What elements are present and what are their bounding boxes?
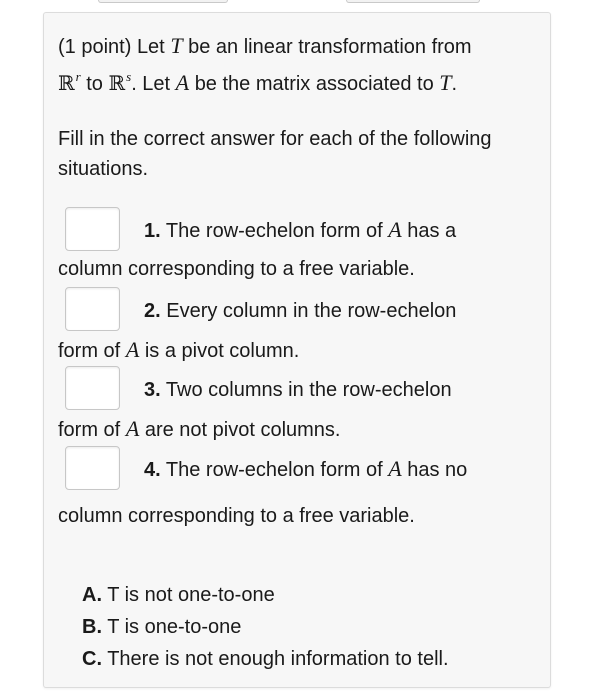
intro-text: to <box>86 73 103 95</box>
question-3-line2 <box>58 414 538 445</box>
question-text: column corresponding to a free variable. <box>58 505 415 527</box>
math-R-codomain: ℝ <box>108 71 126 95</box>
question-number: 1. <box>144 220 161 242</box>
problem-statement <box>58 31 538 99</box>
question-2-line1 <box>58 289 538 333</box>
math-T: T <box>439 70 452 95</box>
option-text: T is one-to-one <box>107 616 242 638</box>
question-4-line1 <box>58 447 538 491</box>
option-letter: C. <box>82 648 102 670</box>
option-letter: A. <box>82 584 102 606</box>
question-text: form of <box>58 340 121 362</box>
question-number: 4. <box>144 459 161 481</box>
answer-options <box>82 579 449 675</box>
problem-card <box>43 12 551 688</box>
top-tab-left[interactable] <box>98 0 228 3</box>
question-1 <box>58 208 538 284</box>
question-3 <box>58 368 538 445</box>
option-c <box>82 643 449 675</box>
question-1-line1 <box>58 208 538 252</box>
question-2-line2 <box>58 335 538 366</box>
top-tab-right[interactable] <box>346 0 480 3</box>
intro-text: be an linear transformation from <box>188 36 472 58</box>
answer-input-4[interactable] <box>65 446 120 490</box>
option-letter: B. <box>82 616 102 638</box>
question-text: form of <box>58 419 121 441</box>
answer-input-1[interactable] <box>65 207 120 251</box>
math-R-domain: ℝ <box>58 71 75 95</box>
question-text: The row-echelon form of <box>165 459 383 481</box>
question-text: The row-echelon form of <box>165 220 383 242</box>
math-A: A <box>175 70 190 95</box>
intro-text: be the matrix associated to <box>194 73 434 95</box>
top-tabs <box>0 0 594 6</box>
question-3-line1 <box>58 368 538 412</box>
question-text: has no <box>407 459 468 481</box>
option-b <box>82 611 449 643</box>
question-text: Two columns in the row-echelon <box>165 379 452 401</box>
math-r-exponent: r <box>75 69 81 84</box>
question-number: 3. <box>144 379 161 401</box>
answer-input-2[interactable] <box>65 287 120 331</box>
math-A: A <box>125 416 140 441</box>
instructions: Fill in the correct answer for each of the following situations. <box>58 128 492 180</box>
option-a <box>82 579 449 611</box>
math-A: A <box>388 217 402 242</box>
question-text: is a pivot column. <box>144 340 300 362</box>
question-text: column corresponding to a free variable. <box>58 258 415 280</box>
intro-text: Let <box>136 36 165 58</box>
math-s-exponent: s <box>126 69 132 84</box>
math-T: T <box>170 33 183 58</box>
intro-text: . Let <box>131 73 171 95</box>
intro-text: . <box>451 73 458 95</box>
option-text: There is not enough information to tell. <box>107 648 449 670</box>
question-text: has a <box>407 220 457 242</box>
option-text: T is not one-to-one <box>107 584 275 606</box>
question-text: Every column in the row-echelon <box>166 300 457 322</box>
math-A: A <box>388 456 402 481</box>
math-A: A <box>125 337 140 362</box>
question-number: 2. <box>144 300 161 322</box>
answer-input-3[interactable] <box>65 366 120 410</box>
question-4 <box>58 447 538 531</box>
points-label: (1 point) <box>58 36 132 58</box>
question-2 <box>58 289 538 366</box>
question-text: are not pivot columns. <box>144 419 341 441</box>
